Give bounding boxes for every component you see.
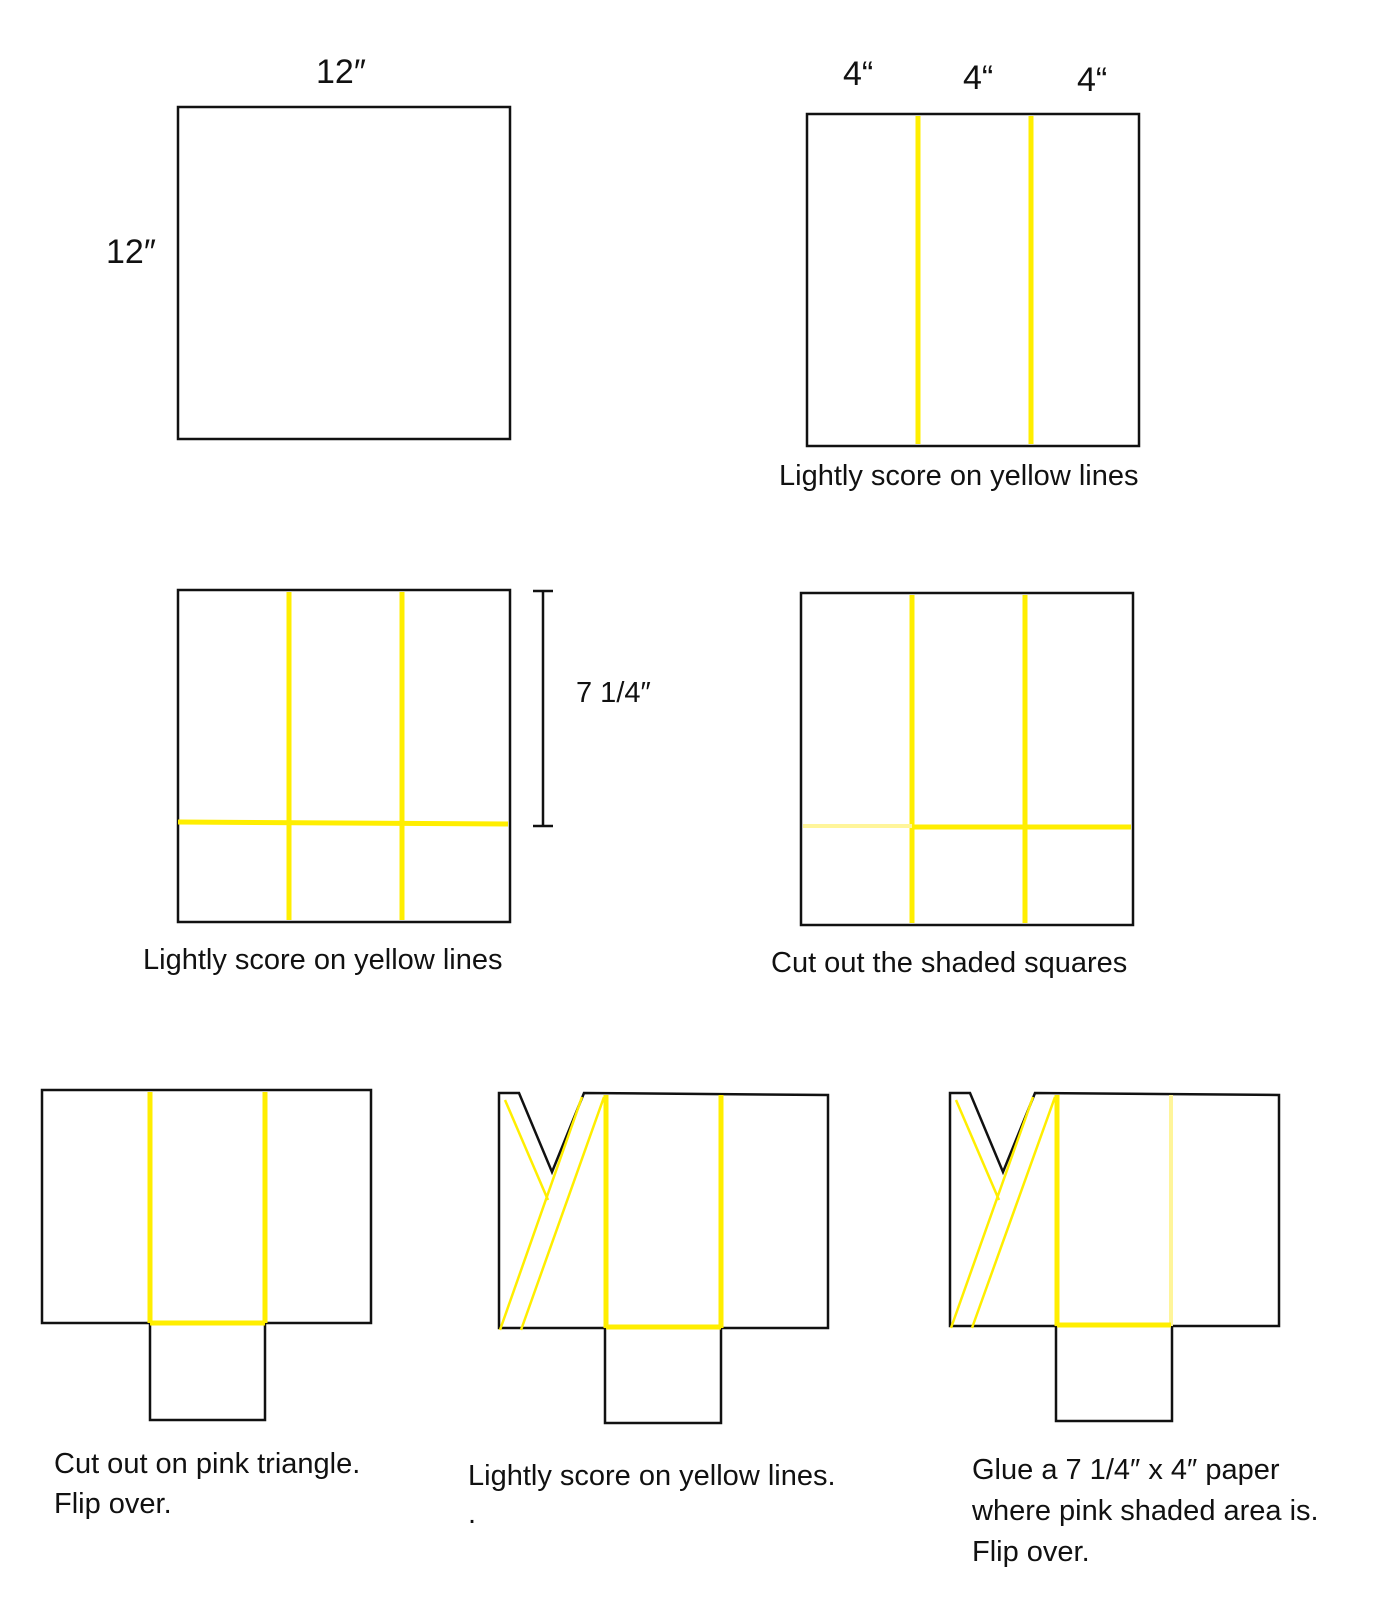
step6-caption-line2: . <box>468 1498 477 1530</box>
step1-paper-square <box>178 107 510 439</box>
step7-diagonal-score-2 <box>972 1097 1055 1328</box>
step6-figure <box>499 1093 828 1423</box>
step5-paper-outline <box>42 1090 371 1420</box>
step1-side-dimension: 12″ <box>106 233 156 271</box>
step7-caption-line1: Glue a 7 1/4″ x 4″ paper <box>972 1454 1280 1486</box>
step1-figure <box>178 107 510 439</box>
step5-figure <box>42 1090 371 1420</box>
step6-diagonal-score-2 <box>521 1097 604 1330</box>
step2-dimension-c: 4“ <box>1077 61 1108 99</box>
step7-paper-outline <box>950 1093 1279 1421</box>
step3-figure <box>178 590 553 922</box>
step4-caption: Cut out the shaded squares <box>771 947 1128 979</box>
step7-caption-line3: Flip over. <box>972 1536 1090 1568</box>
step3-caption: Lightly score on yellow lines <box>143 944 503 976</box>
step2-dimension-b: 4“ <box>963 59 994 97</box>
step5-caption-line2: Flip over. <box>54 1488 172 1520</box>
step1-top-dimension: 12″ <box>316 53 366 91</box>
step2-figure <box>807 114 1139 446</box>
step3-paper-square <box>178 590 510 922</box>
step6-paper-outline <box>499 1093 828 1423</box>
step5-caption-line1: Cut out on pink triangle. <box>54 1448 361 1480</box>
step6-diagonal-score-1 <box>500 1097 582 1330</box>
step3-height-dimension-bracket <box>533 591 553 826</box>
step6-caption-line1: Lightly score on yellow lines. <box>468 1460 836 1492</box>
step3-score-line-horizontal <box>178 822 508 824</box>
step7-figure <box>950 1093 1279 1421</box>
step4-figure <box>801 593 1133 925</box>
step7-caption-line2: where pink shaded area is. <box>972 1495 1319 1527</box>
step7-diagonal-score-1 <box>951 1097 1033 1328</box>
step3-height-dimension: 7 1/4″ <box>576 677 651 709</box>
step4-paper-square <box>801 593 1133 925</box>
step2-dimension-a: 4“ <box>843 55 874 93</box>
step2-paper-square <box>807 114 1139 446</box>
step2-caption: Lightly score on yellow lines <box>779 460 1139 492</box>
